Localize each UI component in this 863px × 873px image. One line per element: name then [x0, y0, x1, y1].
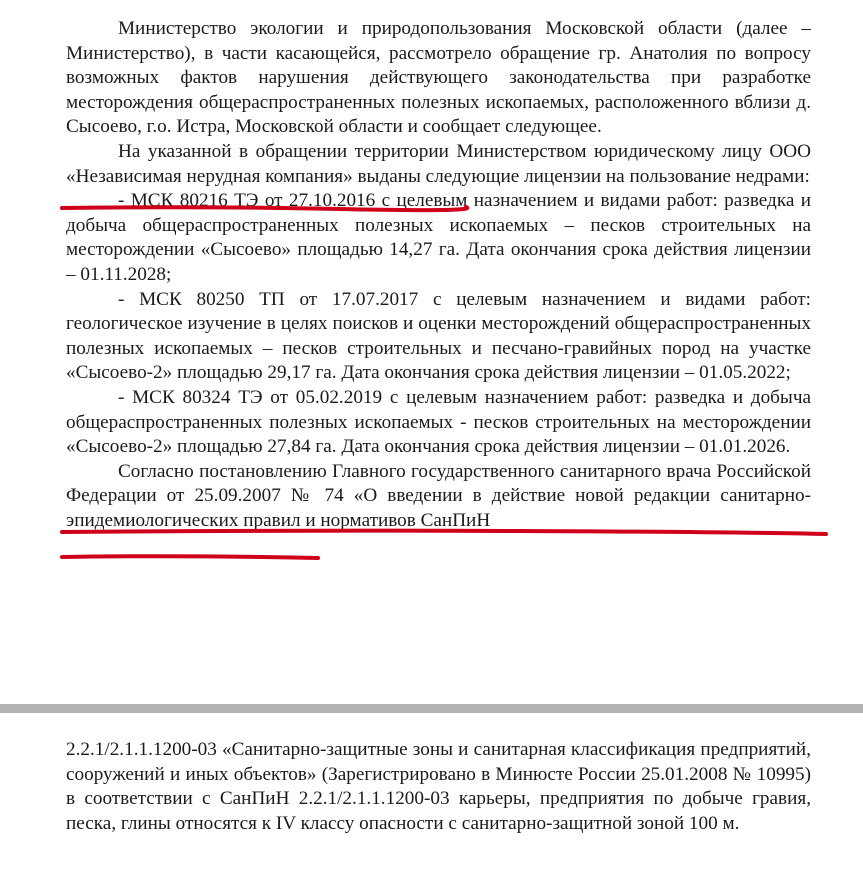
company-name: ООО «Независимая нерудная компания» — [66, 140, 811, 187]
paragraph-licenses-intro — [66, 140, 811, 189]
license-item-2: - МСК 80250 ТП от 17.07.2017 с целевым назначением и видами работ: геологическое изучение в целях поисков и оценки месторождений общераспространенных полезных ископаемых – песков строительных и песчано-гравийных пород на участке «Сысоево-2» площадью 29,17 га. Дата окончания срока действия лицензии – 01.05.2022; — [66, 288, 811, 384]
license-item-3: - МСК 80324 ТЭ от 05.02.2019 с целевым назначением работ: разведка и добыча общераспространенных полезных ископаемых - песков строительных на месторождении «Сысоево-2» площадью 27,84 га. Дата окончания срока действия лицензии – 01.01.2026. — [66, 386, 811, 458]
page-separator — [0, 704, 863, 713]
paragraph-sanpin-continued: 2.2.1/2.1.1.1200-03 «Санитарно-защитные зоны и санитарная классификация предприятий, сооружений и иных объектов» (Зарегистрировано в Минюсте России 25.01.2008 № 10995) в соответствии с СанПиН 2.2.1/2.1.1.1200-03 карьеры, предприятия по добыче гравия, песка, глины относятся к IV классу опасности с санитарно-защитной зоной 100 м. — [66, 739, 811, 834]
license-item-1: - МСК 80216 ТЭ от 27.10.2016 с целевым назначением и видами работ: разведка и добыча общераспространенных полезных ископаемых – песков строительных на месторождении «Сысоево» площадью 14,27 га. Дата окончания срока действия лицензии – 01.11.2028; — [66, 190, 811, 285]
red-underline-license3-end — [62, 556, 318, 558]
paragraph-licenses-intro-start: На указанной в обращении территории Министерством юридическому лицу — [118, 140, 770, 162]
paragraph-licenses-intro-end: выданы следующие лицензии на пользование недрами: — [352, 165, 810, 187]
paragraph-intro: Министерство экологии и природопользования Московской области (далее – Министерство), в части касающейся, рассмотрело обращение гр. Анатолия по вопросу возможных фактов нарушения действующего законодательства при разработке месторождения общераспространенных полезных ископаемых, расположенного вблизи д. Сысоево, г.о. Истра, Московской области и сообщает следующее. — [66, 18, 811, 138]
paragraph-sanpin: Согласно постановлению Главного государственного санитарного врача Российской Федерации от 25.09.2007 № 74 «О введении в действие новой редакции санитарно-эпидемиологических правил и нормативов СанПиН — [66, 460, 811, 531]
document-page-1 — [66, 17, 811, 533]
document-page-2 — [66, 738, 811, 836]
